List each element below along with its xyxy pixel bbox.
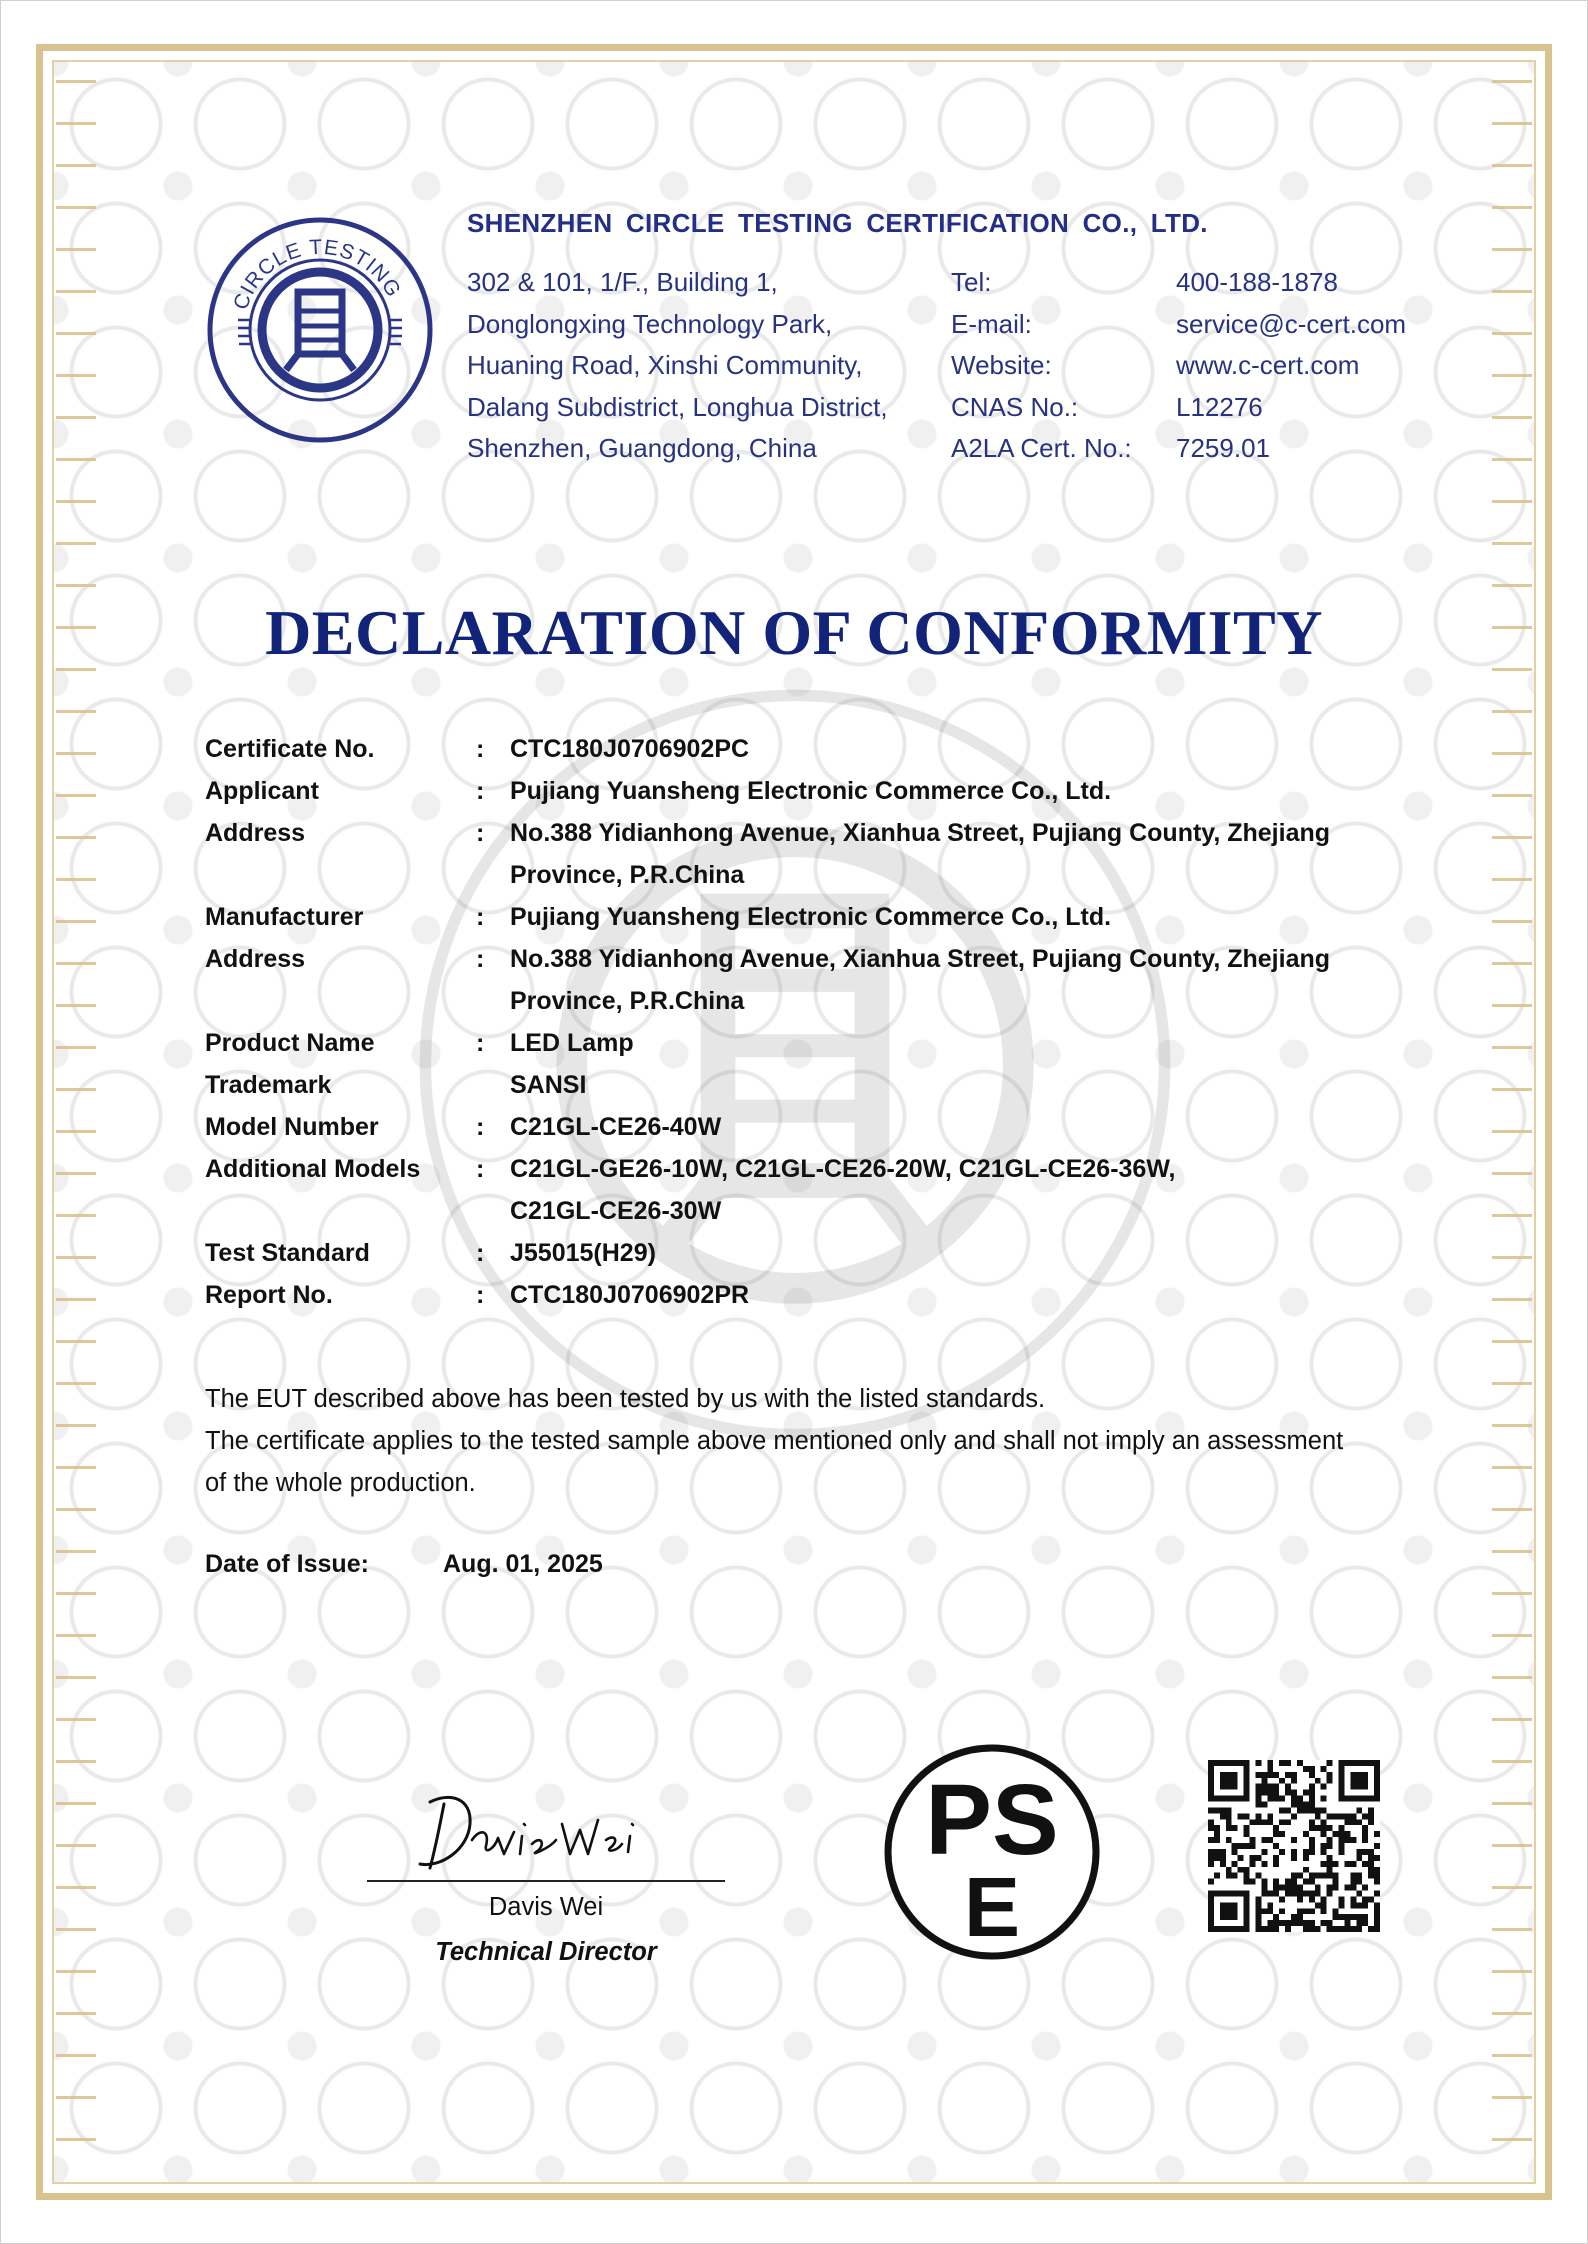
- pse-bottom-text: E: [963, 1860, 1021, 1954]
- field-label: Trademark: [205, 1071, 332, 1099]
- field-colon: :: [476, 945, 485, 973]
- field-colon: :: [476, 903, 485, 931]
- contact-labels: [951, 262, 1132, 470]
- tel-label: Tel:: [951, 267, 992, 297]
- field-row: [205, 812, 1465, 896]
- website-value: www.c-cert.com: [1176, 350, 1360, 380]
- tel-value: 400-188-1878: [1176, 267, 1338, 297]
- pse-mark-icon: [880, 1740, 1104, 1964]
- address-line: Shenzhen, Guangdong, China: [467, 433, 817, 463]
- field-value: LED Lamp: [510, 1029, 634, 1057]
- handwritten-signature: [410, 1784, 650, 1876]
- field-label: Manufacturer: [205, 903, 364, 931]
- address-line: 302 & 101, 1/F., Building 1,: [467, 267, 778, 297]
- company-address: [467, 262, 888, 470]
- field-colon: :: [476, 1113, 485, 1141]
- date-of-issue: [205, 1550, 603, 1579]
- certificate-fields: [205, 728, 1465, 1316]
- conformity-statement: [205, 1378, 1465, 1504]
- field-row: [205, 1106, 1465, 1148]
- field-value: CTC180J0706902PC: [510, 735, 750, 763]
- field-value: Pujiang Yuansheng Electronic Commerce Co., Ltd.: [510, 777, 1112, 805]
- field-row: [205, 1232, 1465, 1274]
- cnas-value: L12276: [1176, 391, 1263, 422]
- cnas-label: CNAS No.:: [951, 391, 1079, 422]
- field-value: No.388 Yidianhong Avenue, Xianhua Street, Pujiang County, Zhejiang Province, P.R.China: [510, 945, 1331, 1015]
- company-seal-logo: [206, 216, 434, 444]
- field-label: Additional Models: [205, 1155, 421, 1183]
- field-label: Certificate No.: [205, 735, 375, 763]
- a2la-value: 7259.01: [1176, 433, 1270, 463]
- field-label: Applicant: [205, 777, 319, 805]
- right-ruler-ticks: [1492, 80, 1532, 2164]
- field-row: [205, 1022, 1465, 1064]
- pse-top-text: PS: [925, 1764, 1059, 1876]
- field-label: Test Standard: [205, 1239, 370, 1267]
- field-colon: :: [476, 1281, 485, 1309]
- field-value: CTC180J0706902PR: [510, 1281, 750, 1309]
- website-label: Website:: [951, 350, 1052, 380]
- issue-label: Date of Issue:: [205, 1550, 369, 1578]
- field-colon: :: [476, 735, 485, 763]
- field-value: SANSI: [510, 1071, 587, 1099]
- signer-name: Davis Wei: [488, 1893, 604, 1921]
- field-row: [205, 938, 1465, 1022]
- field-colon: :: [476, 1239, 485, 1267]
- field-label: Address: [205, 819, 306, 847]
- field-row: [205, 896, 1465, 938]
- field-colon: :: [476, 1029, 485, 1057]
- svg-text:CIRCLE TESTING: CIRCLE TESTING: [229, 235, 406, 313]
- qr-code-icon: [1208, 1760, 1380, 1932]
- field-value: J55015(H29): [510, 1239, 656, 1267]
- field-row: [205, 1148, 1465, 1232]
- field-label: Model Number: [205, 1113, 379, 1141]
- field-value: C21GL-CE26-40W: [510, 1113, 722, 1141]
- field-row: [205, 770, 1465, 812]
- statement-line: The EUT described above has been tested by us with the listed standards.: [205, 1385, 1046, 1413]
- signer-title: Technical Director: [435, 1938, 657, 1966]
- document-title: DECLARATION OF CONFORMITY: [265, 597, 1323, 668]
- signature-line: [367, 1880, 725, 1882]
- address-line: Dalang Subdistrict, Longhua District,: [467, 391, 888, 422]
- field-label: Report No.: [205, 1281, 333, 1309]
- statement-line: The certificate applies to the tested sample above mentioned only and shall not imply an assessment: [205, 1427, 1344, 1455]
- address-line: Donglongxing Technology Park,: [467, 308, 833, 339]
- statement-line: of the whole production.: [205, 1469, 476, 1497]
- field-colon: :: [476, 777, 485, 805]
- field-colon: :: [476, 819, 485, 847]
- email-value: service@c-cert.com: [1176, 308, 1407, 339]
- a2la-label: A2LA Cert. No.:: [951, 433, 1132, 463]
- issue-date: Aug. 01, 2025: [443, 1550, 603, 1578]
- field-value: No.388 Yidianhong Avenue, Xianhua Street, Pujiang County, Zhejiang Province, P.R.China: [510, 819, 1331, 889]
- field-row: [205, 1064, 1465, 1106]
- field-value: C21GL-GE26-10W, C21GL-CE26-20W, C21GL-CE26-36W, C21GL-CE26-30W: [510, 1155, 1176, 1225]
- field-label: Address: [205, 945, 306, 973]
- left-ruler-ticks: [56, 80, 96, 2164]
- field-label: Product Name: [205, 1029, 375, 1057]
- field-row: [205, 1274, 1465, 1316]
- field-colon: :: [476, 1155, 485, 1183]
- contact-values: [1176, 262, 1406, 470]
- field-value: Pujiang Yuansheng Electronic Commerce Co., Ltd.: [510, 903, 1112, 931]
- field-row: [205, 728, 1465, 770]
- address-line: Huaning Road, Xinshi Community,: [467, 350, 863, 380]
- email-label: E-mail:: [951, 308, 1032, 339]
- company-name: SHENZHEN CIRCLE TESTING CERTIFICATION CO., LTD.: [467, 208, 1208, 238]
